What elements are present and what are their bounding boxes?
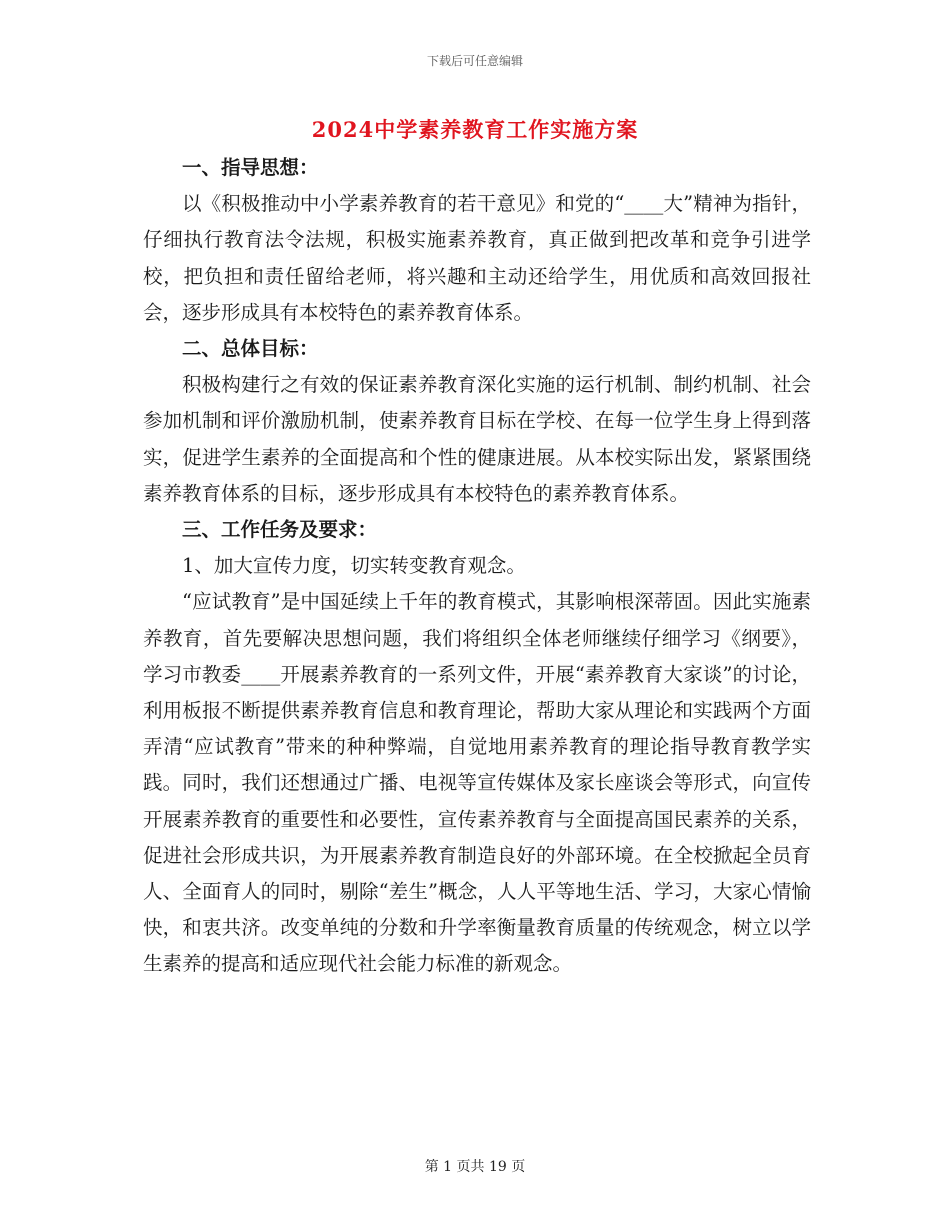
section-paragraph-tasks: “应试教育”是中国延续上千年的教育模式，其影响根深蒂固。因此实施素养教育，首先要解决思想问题，我们将组织全体老师继续仔细学习《纲要》，学习市教委____开展素养教育的一系列文件，开展“素养教育大家谈”的讨论，利用板报不断提供素养教育信息和教育理论，帮助大家从理论和实践两个方面弄清“应试教育”带来的种种弊端，自觉地用素养教育的理论指导教育教学实践。同时，我们还想通过广播、电视等宣传媒体及家长座谈会等形式，向宣传开展素养教育的重要性和必要性，宣传素养教育与全面提高国民素养的关系，促进社会形成共识，为开展素养教育制造良好的外部环境。在全校掀起全员育人、全面育人的同时，剔除“差生”概念，人人平等地生活、学习，大家心情愉快，和衷共济。改变单纯的分数和升学率衡量教育质量的传统观念，树立以学生素养的提高和适应现代社会能力标准的新观念。 [143, 590, 811, 976]
section-heading-guiding-ideology: 一、指导思想： [182, 156, 319, 179]
section-heading-tasks: 三、工作任务及要求： [182, 518, 378, 542]
document-body [143, 150, 811, 983]
section-heading-overall-goals: 二、总体目标： [182, 337, 319, 361]
section-paragraph-guiding-ideology: 以《积极推动中小学素养教育的若干意见》和党的“____大”精神为指针，仔细执行教育法令法规，积极实施素养教育，真正做到把改革和竞争引进学校，把负担和责任留给老师，将兴趣和主动还给学生，用优质和高效回报社会，逐步形成具有本校特色的素养教育体系。 [143, 192, 811, 324]
task-item-1: 1、加大宣传力度，切实转变教育观念。 [182, 554, 526, 578]
page-footer: 第 1 页共 19 页 [424, 1159, 526, 1175]
document-title: 2024中学素养教育工作实施方案 [311, 117, 639, 142]
section-paragraph-overall-goals: 积极构建行之有效的保证素养教育深化实施的运行机制、制约机制、社会参加机制和评价激励机制，使素养教育目标在学校、在每一位学生身上得到落实，促进学生素养的全面提高和个性的健康进展。从本校实际出发，紧紧围绕素养教育体系的目标，逐步形成具有本校特色的素养教育体系。 [143, 373, 811, 505]
header-note: 下载后可任意编辑 [426, 54, 523, 68]
